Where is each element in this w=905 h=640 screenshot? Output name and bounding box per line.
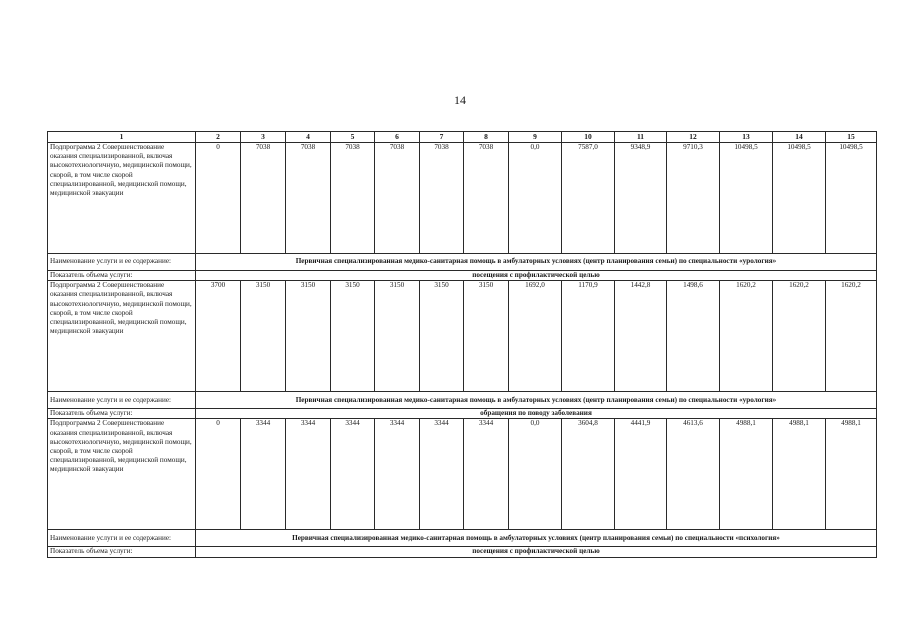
value-cell: 4988,1 <box>773 419 826 530</box>
program-row <box>48 281 877 392</box>
value-cell: 3150 <box>241 281 286 392</box>
value-cell: 1620,2 <box>826 281 877 392</box>
header-cell: 15 <box>826 132 877 143</box>
data-table <box>47 131 877 558</box>
header-cell: 11 <box>615 132 667 143</box>
program-label: Подпрограмма 2 Совершенствование оказания специализированной, включая высокотехнологичную, медицинской помощи, скорой, в том числе скорой специализированной, медицинской помощи, медицинской эвакуации <box>48 281 196 392</box>
value-cell: 1442,8 <box>615 281 667 392</box>
header-cell: 10 <box>562 132 615 143</box>
value-cell: 10498,5 <box>773 143 826 254</box>
value-cell: 9348,9 <box>615 143 667 254</box>
header-cell: 4 <box>286 132 331 143</box>
value-cell: 1620,2 <box>720 281 773 392</box>
value-cell: 0 <box>196 419 241 530</box>
value-cell: 10498,5 <box>826 143 877 254</box>
value-cell: 3150 <box>420 281 464 392</box>
header-cell: 2 <box>196 132 241 143</box>
value-cell: 10498,5 <box>720 143 773 254</box>
value-cell: 3344 <box>420 419 464 530</box>
indicator-label: Показатель объема услуги: <box>48 271 196 281</box>
service-label: Наименование услуги и ее содержание: <box>48 254 196 271</box>
value-cell: 3150 <box>286 281 331 392</box>
header-cell: 6 <box>375 132 420 143</box>
indicator-text: обращения по поводу заболевания <box>196 409 877 419</box>
value-cell: 4441,9 <box>615 419 667 530</box>
value-cell: 3150 <box>331 281 375 392</box>
value-cell: 3604,8 <box>562 419 615 530</box>
header-cell: 3 <box>241 132 286 143</box>
value-cell: 3344 <box>286 419 331 530</box>
header-cell: 7 <box>420 132 464 143</box>
value-cell: 7038 <box>375 143 420 254</box>
value-cell: 4988,1 <box>826 419 877 530</box>
value-cell: 0,0 <box>509 419 562 530</box>
service-text: Первичная специализированная медико-санитарная помощь в амбулаторных условиях (центр планирования семьи) по специальности «психология» <box>196 530 877 547</box>
indicator-row <box>48 409 877 419</box>
header-cell: 1 <box>48 132 196 143</box>
service-text: Первичная специализированная медико-санитарная помощь в амбулаторных условиях (центр планирования семьи) по специальности «урология» <box>196 392 877 409</box>
value-cell: 0 <box>196 143 241 254</box>
value-cell: 7038 <box>420 143 464 254</box>
value-cell: 3150 <box>464 281 509 392</box>
indicator-label: Показатель объема услуги: <box>48 409 196 419</box>
service-text: Первичная специализированная медико-санитарная помощь в амбулаторных условиях (центр планирования семьи) по специальности «урология» <box>196 254 877 271</box>
service-row <box>48 392 877 409</box>
header-cell: 14 <box>773 132 826 143</box>
indicator-row <box>48 547 877 557</box>
value-cell: 7587,0 <box>562 143 615 254</box>
value-cell: 3344 <box>241 419 286 530</box>
header-cell: 5 <box>331 132 375 143</box>
service-row <box>48 254 877 271</box>
service-row <box>48 530 877 547</box>
header-cell: 8 <box>464 132 509 143</box>
program-row <box>48 419 877 530</box>
value-cell: 4988,1 <box>720 419 773 530</box>
page-number: 14 <box>454 93 466 107</box>
value-cell: 3150 <box>375 281 420 392</box>
header-cell: 12 <box>667 132 720 143</box>
value-cell: 7038 <box>464 143 509 254</box>
header-cell: 13 <box>720 132 773 143</box>
value-cell: 1620,2 <box>773 281 826 392</box>
indicator-text: посещения с профилактической целью <box>196 271 877 281</box>
service-label: Наименование услуги и ее содержание: <box>48 392 196 409</box>
program-label: Подпрограмма 2 Совершенствование оказания специализированной, включая высокотехнологичную, медицинской помощи, скорой, в том числе скорой специализированной, медицинской помощи, медицинской эвакуации <box>48 419 196 530</box>
value-cell: 3344 <box>375 419 420 530</box>
indicator-text: посещения с профилактической целью <box>196 547 877 557</box>
value-cell: 0,0 <box>509 143 562 254</box>
value-cell: 9710,3 <box>667 143 720 254</box>
indicator-label: Показатель объема услуги: <box>48 547 196 557</box>
service-label: Наименование услуги и ее содержание: <box>48 530 196 547</box>
value-cell: 1498,6 <box>667 281 720 392</box>
indicator-row <box>48 271 877 281</box>
value-cell: 1692,0 <box>509 281 562 392</box>
value-cell: 7038 <box>331 143 375 254</box>
value-cell: 7038 <box>286 143 331 254</box>
program-label: Подпрограмма 2 Совершенствование оказания специализированной, включая высокотехнологичную, медицинской помощи, скорой, в том числе скорой специализированной, медицинской помощи, медицинской эвакуации <box>48 143 196 254</box>
value-cell: 7038 <box>241 143 286 254</box>
value-cell: 3344 <box>464 419 509 530</box>
value-cell: 3344 <box>331 419 375 530</box>
header-cell: 9 <box>509 132 562 143</box>
value-cell: 3700 <box>196 281 241 392</box>
value-cell: 4613,6 <box>667 419 720 530</box>
header-row <box>48 132 877 143</box>
value-cell: 1170,9 <box>562 281 615 392</box>
program-row <box>48 143 877 254</box>
